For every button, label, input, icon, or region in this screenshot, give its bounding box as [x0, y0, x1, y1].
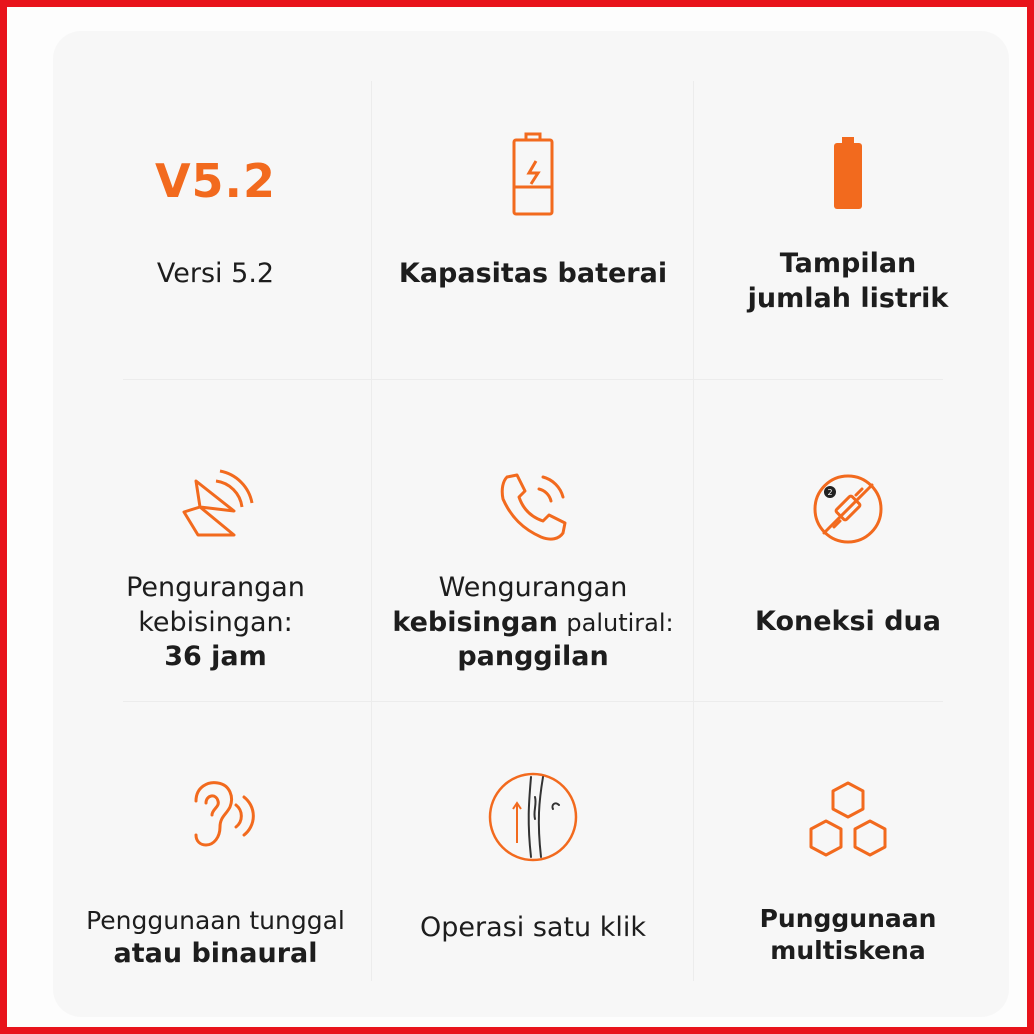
hexagon-cluster-icon [703, 779, 993, 863]
feature-call-noise [383, 411, 683, 691]
feature-label: 36 jam [164, 641, 267, 673]
feature-label: kebisingan: [138, 606, 293, 638]
phone-call-icon [383, 467, 683, 547]
version-headline: V5.2 [154, 154, 277, 208]
svg-text:2: 2 [827, 488, 833, 497]
speaker-noise-icon [73, 467, 358, 547]
battery-level-icon [703, 135, 993, 211]
feature-version [73, 91, 358, 361]
feature-card [53, 31, 1009, 1017]
feature-label: Operasi satu klik [420, 912, 646, 943]
feature-label: Kapasitas baterai [398, 258, 668, 289]
grid-divider [371, 81, 372, 981]
feature-single-binaural [73, 731, 358, 1001]
battery-charging-icon [383, 131, 683, 217]
feature-label: atau binaural [113, 938, 318, 969]
feature-label: panggilan [457, 641, 609, 673]
feature-label: Punggunaan [759, 904, 937, 933]
grid-divider [123, 379, 943, 380]
feature-label: Pengurangan [126, 572, 305, 603]
feature-label: Versi 5.2 [156, 258, 275, 289]
feature-one-click [383, 731, 683, 1001]
feature-noise-reduction [73, 411, 358, 691]
feature-dual-connection [703, 411, 993, 691]
feature-label: kebisingan [392, 606, 558, 638]
feature-label: Penggunaan tunggal [86, 906, 345, 935]
feature-label: multiskena [770, 936, 926, 965]
feature-battery-display [703, 91, 993, 361]
feature-label: palutiral: [566, 608, 674, 637]
feature-label: Tampilan [779, 248, 917, 279]
grid-divider [123, 701, 943, 702]
feature-multiscene [703, 731, 993, 1001]
ear-icon [73, 775, 358, 855]
grid-divider [693, 81, 694, 981]
feature-label: Wengurangan [438, 572, 628, 603]
feature-label: jumlah listrik [747, 282, 949, 314]
feature-label: Koneksi dua [755, 606, 941, 637]
dual-connection-icon [703, 471, 993, 547]
feature-battery-capacity [383, 91, 683, 361]
one-click-touch-icon [383, 771, 683, 863]
